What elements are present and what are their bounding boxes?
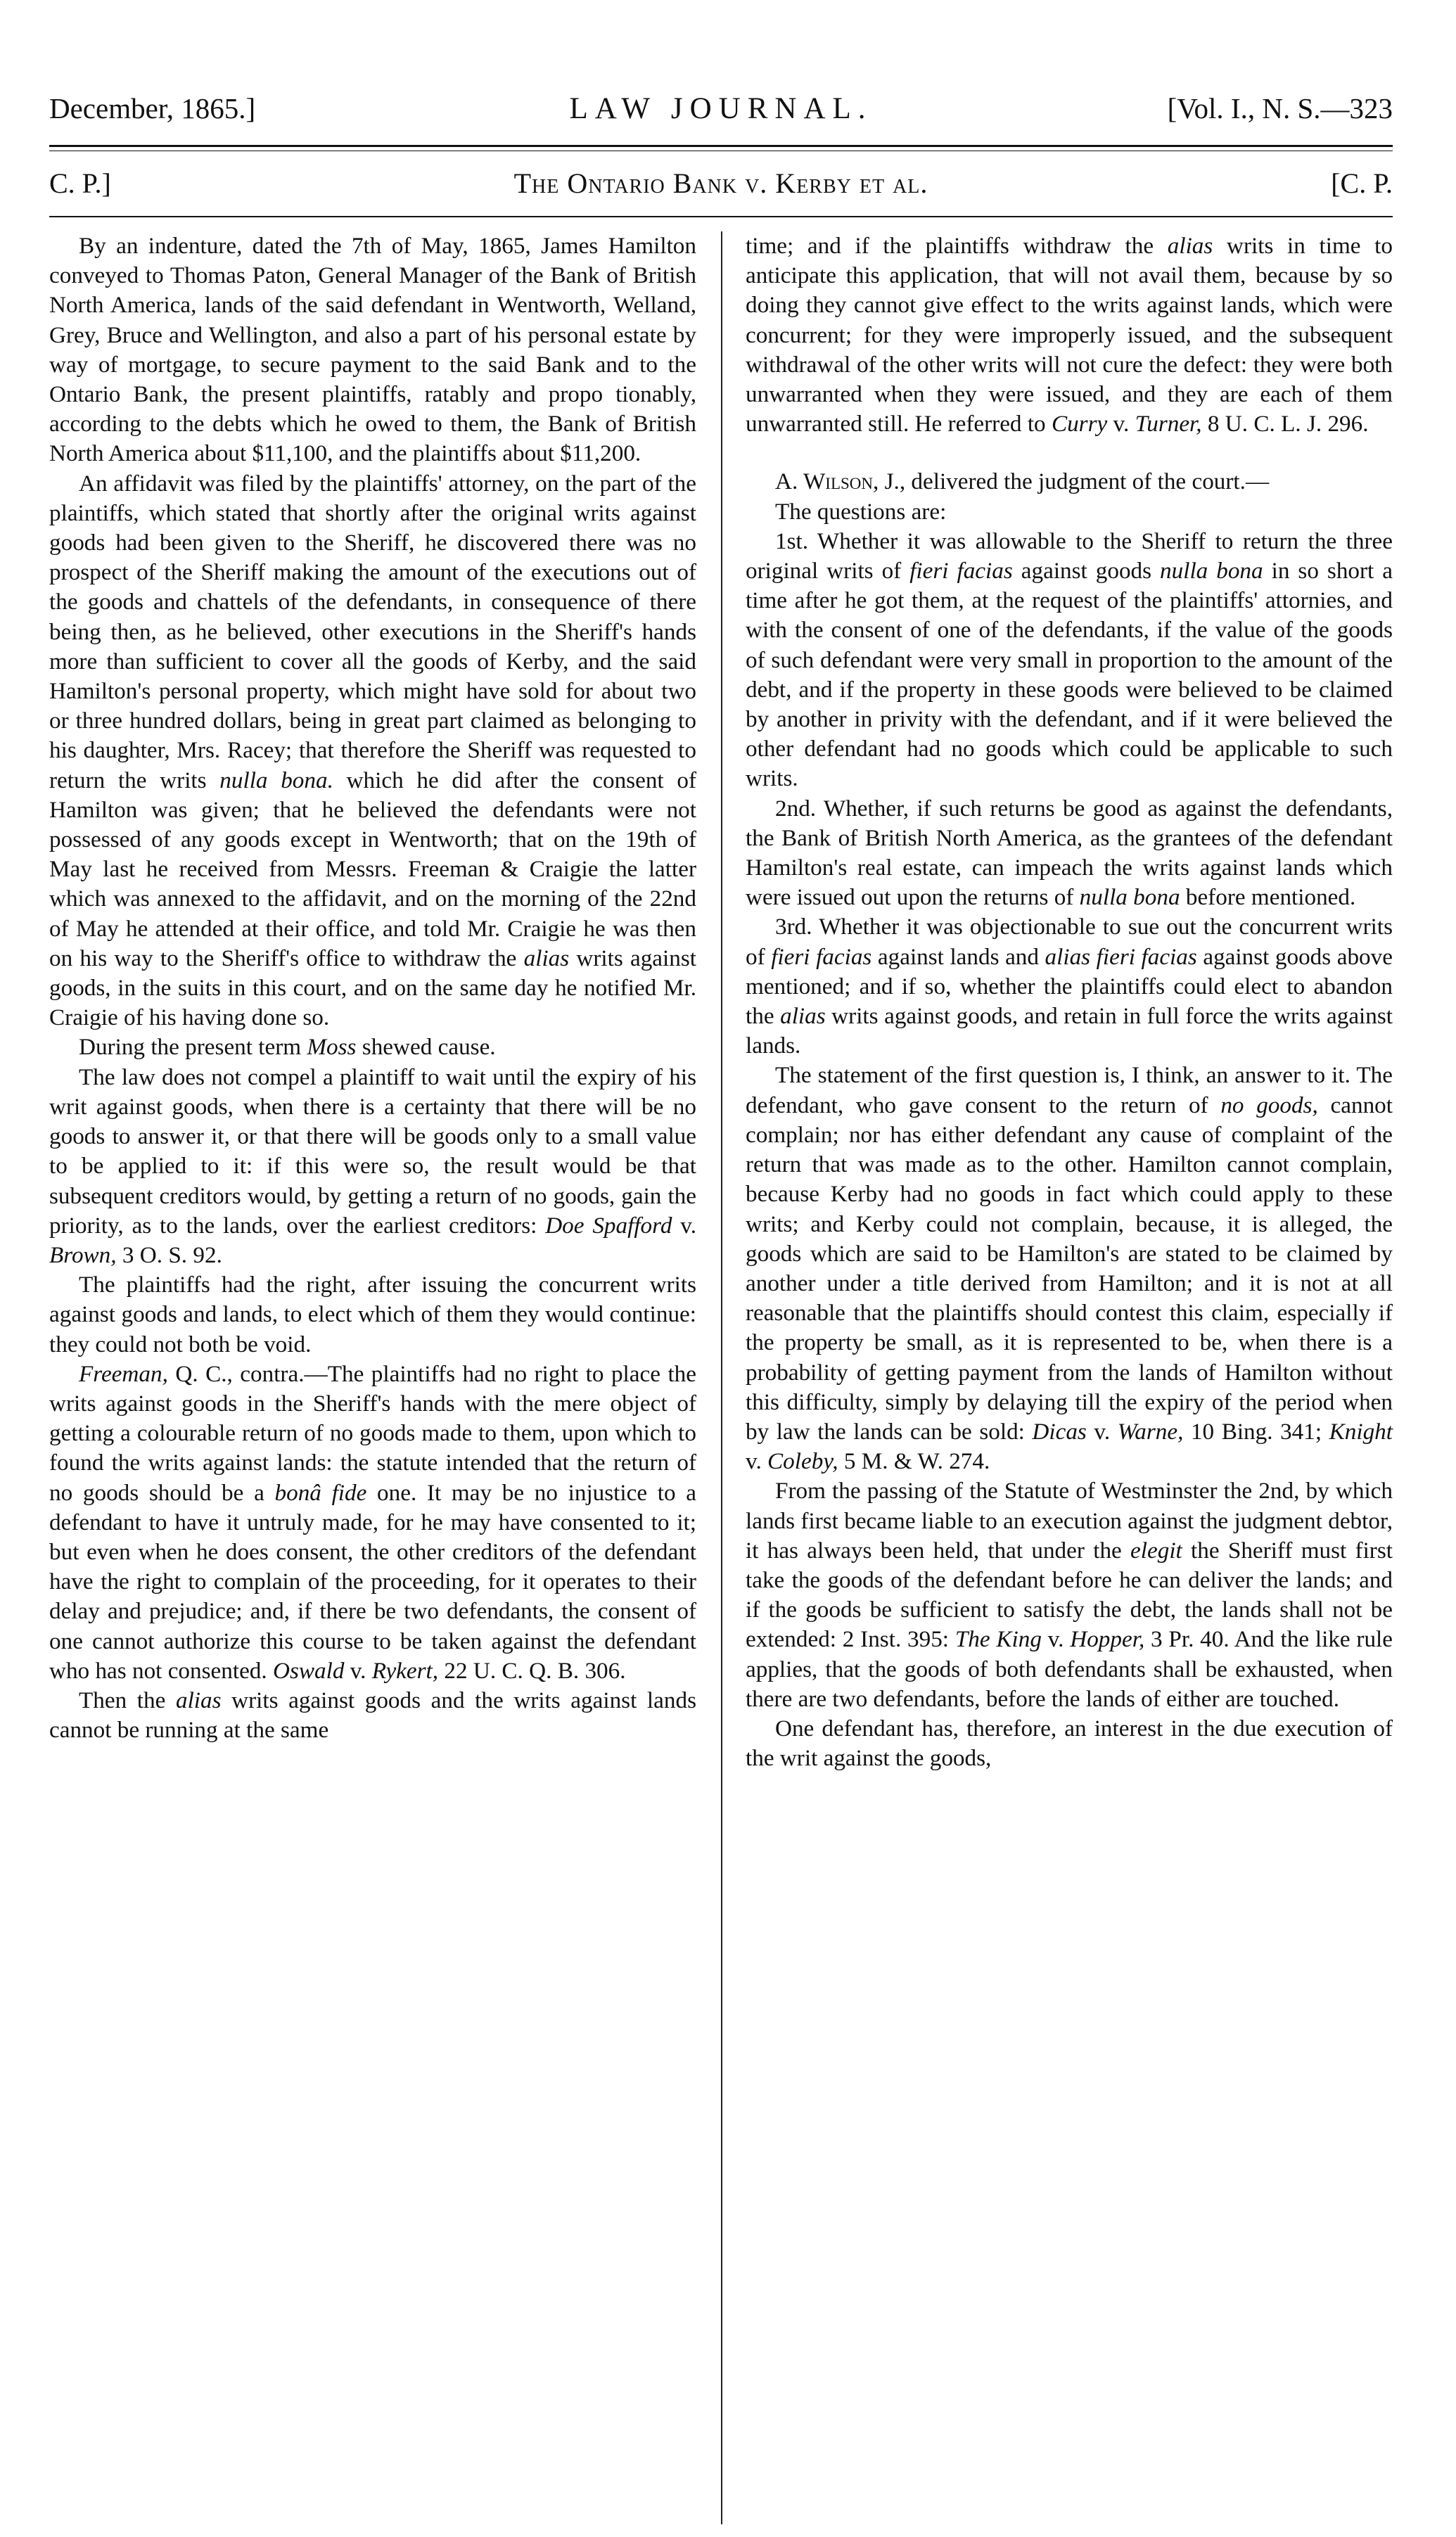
paragraph: The plaintiffs had the right, after issuing the concurrent writs against goods and lands, to elect which of them they would continue: they could not both be void. <box>49 1272 696 1357</box>
paragraph: Freeman, Q. C., contra.—The plaintiffs had no right to place the writs against goods in the Sheriff's hands with the mere object of getting a colourable return of no goods made to them, upon which to found the writs against lands: the statute intended that the return of no goods should be a bonâ fide one. It may be no injustice to a defendant to have it untruly made, for he may have consented to it; but even when he does consent, the other creditors of the defendant have the right to complain of the proceeding, for it operates to their delay and prejudice; and, if there be two defendants, the consent of one cannot authorize this course to be taken against the defendant who has not consented. Oswald v. Rykert, 22 U. C. Q. B. 306. <box>49 1360 696 1684</box>
journal-title: LAW JOURNAL. <box>569 92 873 125</box>
running-head <box>49 91 1393 141</box>
paragraph: 3rd. Whether it was objectionable to sue out the concurrent writs of fieri facias against lands and alias fieri facias against goods above mentioned; and if so, whether the plaintiffs could elect to abandon the alias writs against goods, and retain in full force the writs against lands. <box>746 914 1393 1059</box>
paragraph: 1st. Whether it was allowable to the Sheriff to return the three original writs of fieri facias against goods nulla bona in so short a time after he got them, at the request of the plaintiffs' attornies, and with the consent of one of the defendants, if the value of the goods of such defendant were very small in proportion to the amount of the debt, and if the property in these goods were believed to be claimed by another in privity with the defendant, and if it were believed the other defendant had no goods which could be applicable to such writs. <box>746 528 1393 792</box>
left-column <box>49 231 696 1745</box>
paragraph: The questions are: <box>775 498 947 525</box>
case-header <box>49 167 1393 213</box>
paragraph: Then the alias writs against goods and the writs against lands cannot be running at the same <box>49 1687 696 1744</box>
paragraph: An affidavit was filed by the plaintiffs' attorney, on the part of the plaintiffs, which stated that shortly after the original writs against goods had been given to the Sheriff, he discovered there was no prospect of the Sheriff making the amount of the executions out of the goods and chattels of the defendants, in consequence of there being then, as he believed, other executions in the Sheriff's hands more than sufficient to cover all the goods of Kerby, and the said Hamilton's personal property, which might have sold for about two or three hundred dollars, being in great part claimed as belonging to his daughter, Mrs. Racey; that therefore the Sheriff was requested to return the writs nulla bona. which he did after the consent of Hamilton was given; that he believed the defendants were not possessed of any goods except in Wentworth; that on the 19th of May last he received from Messrs. Freeman & Craigie the latter which was annexed to the affidavit, and on the morning of the 22nd of May he attended at their office, and told Mr. Craigie he was then on his way to the Sheriff's office to withdraw the alias writs against goods, in the suits in this court, and on the same day he notified Mr. Craigie of his having done so. <box>49 470 696 1031</box>
paragraph: From the passing of the Statute of Westminster the 2nd, by which lands first became liable to an execution against the judgment debtor, it has always been held, that under the elegit the Sheriff must first take the goods of the defendant before he can deliver the lands; and if the goods be sufficient to satisfy the debt, the lands shall not be extended: 2 Inst. 395: The King v. Hopper, 3 Pr. 40. And the like rule applies, that the goods of both defendants shall be exhausted, when there are two defendants, before the lands of either are touched. <box>746 1478 1393 1712</box>
paragraph: A. Wilson, J., delivered the judgment of the court.— <box>775 468 1270 495</box>
journal-page <box>49 91 1393 2531</box>
column-divider <box>721 231 722 2524</box>
paragraph: The statement of the first question is, I think, an answer to it. The defendant, who gave consent to the return of no goods, cannot complain; nor has either defendant any cause of complaint of the return that was made as to the other. Hamilton cannot complain, because Kerby had no goods in fact which could apply to these writs; and Kerby could not complain, because, it is alleged, the goods which are said to be Hamilton's are stated to be claimed by another under a title derived from Hamilton; and it is not at all reasonable that the plaintiffs should contest this claim, especially if the property be small, as it is represented to be, when there is a probability of getting payment from the lands of Hamilton without this difficulty, simply by delaying till the expiry of the period when by law the lands can be sold: Dicas v. Warne, 10 Bing. 341; Knight v. Coleby, 5 M. & W. 274. <box>746 1062 1393 1475</box>
case-header-rule <box>49 216 1393 217</box>
text-columns <box>49 231 1393 2531</box>
paragraph: By an indenture, dated the 7th of May, 1865, James Hamilton conveyed to Thomas Paton, General Manager of the Bank of British North America, lands of the said defendant in Wentworth, Welland, Grey, Bruce and Wellington, and also a part of his personal estate by way of mortgage, to secure payment to the said Bank and to the Ontario Bank, the present plaintiffs, ratably and propo tionably, according to the debts which he owed to them, the Bank of British North America about $11,100, and the plaintiffs about $11,200. <box>49 233 696 467</box>
paragraph: One defendant has, therefore, an interest in the due execution of the writ against the goods, <box>746 1715 1393 1772</box>
paragraph: time; and if the plaintiffs withdraw the alias writs in time to anticipate this application, that will not avail them, because by so doing they cannot give effect to the writs against lands, which were concurrent; for they were improperly issued, and the subsequent withdrawal of the other writs will not cure the defect: they were both unwarranted when they were issued, and they are each of them unwarranted still. He referred to Curry v. Turner, 8 U. C. L. J. 296. <box>746 233 1393 437</box>
volume-page: [Vol. I., N. S.—323 <box>1167 92 1393 124</box>
paragraph: 2nd. Whether, if such returns be good as against the defendants, the Bank of British North America, as the grantees of the defendant Hamilton's real estate, can impeach the writs against lands which were issued out upon the returns of nulla bona before mentioned. <box>746 795 1393 911</box>
issue-date: December, 1865.] <box>49 92 256 124</box>
header-rule <box>49 145 1393 151</box>
court-label-right: [C. P. <box>1331 167 1393 199</box>
right-column <box>746 231 1393 1773</box>
paragraph: The law does not compel a plaintiff to wait until the expiry of his writ against goods, when there is a certainty that there will be no goods to answer it, or that there will be goods only to a small value to be applied to it: if this were so, the result would be that subsequent creditors would, by getting a return of no goods, gain the priority, as to the lands, over the earliest creditors: Doe Spafford v. Brown, 3 O. S. 92. <box>49 1063 696 1268</box>
paragraph: During the present term Moss shewed cause. <box>79 1034 496 1061</box>
case-title: The Ontario Bank v. Kerby et al. <box>513 167 928 199</box>
court-label-left: C. P.] <box>49 167 111 199</box>
